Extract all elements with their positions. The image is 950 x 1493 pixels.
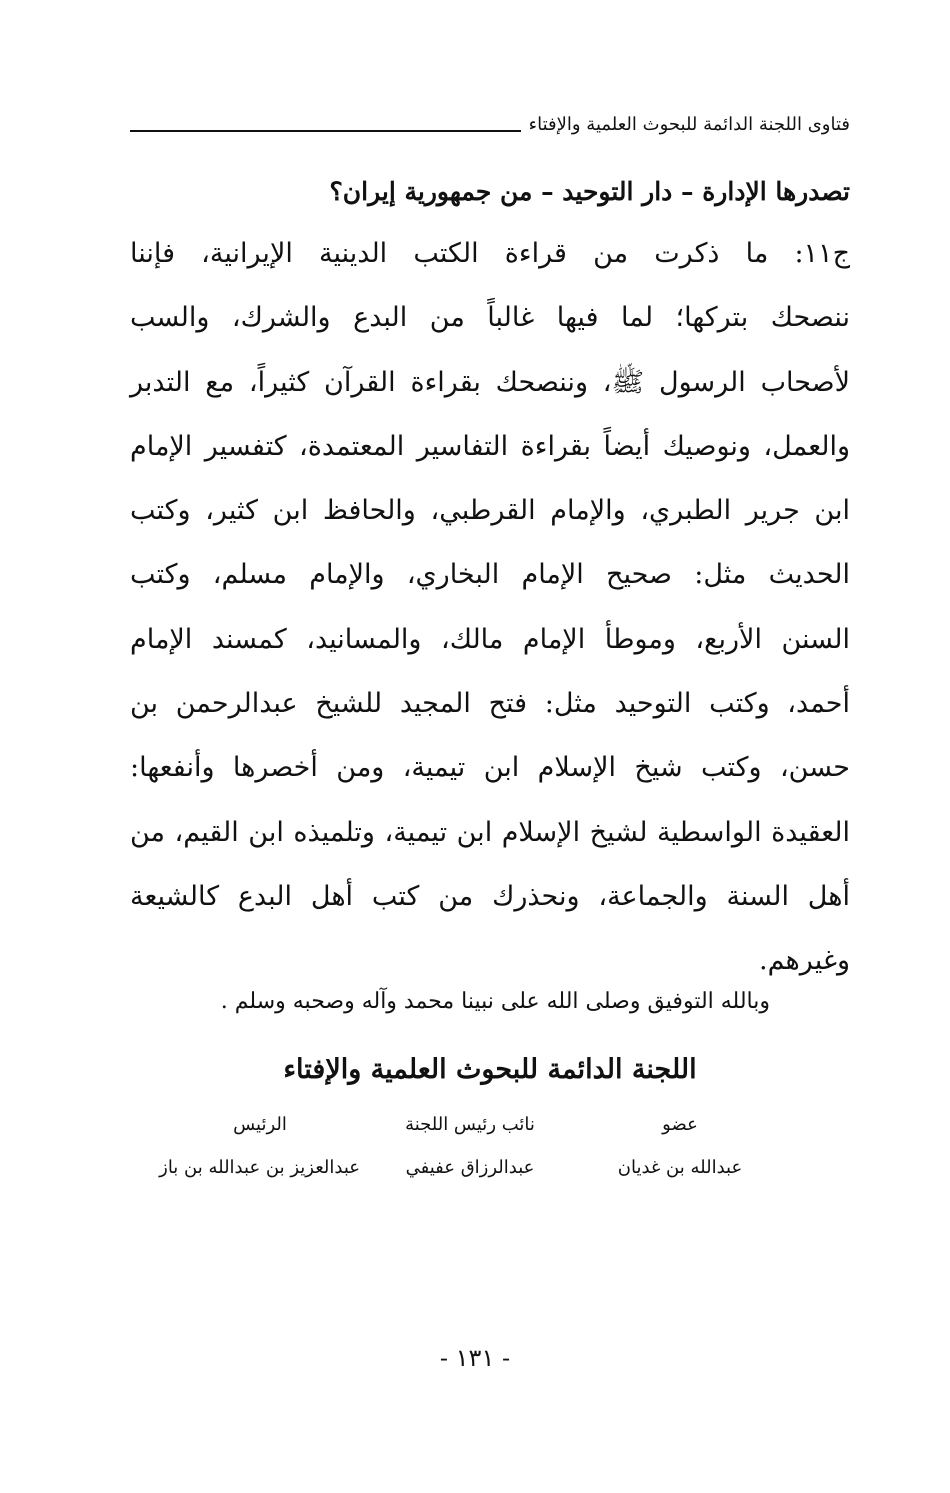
closing-prayer: وبالله التوفيق وصلى الله على نبينا محمد وآله وصحبه وسلم .: [220, 989, 770, 1014]
answer-line: السنن الأربع، وموطأ الإمام مالك، والمسانيد، كمسند الإمام: [130, 623, 850, 655]
answer-line: العقيدة الواسطية لشيخ الإسلام ابن تيمية، وتلميذه ابن القيم، من: [130, 816, 850, 848]
answer-line: حسن، وكتب شيخ الإسلام ابن تيمية، ومن أخصرها وأنفعها:: [130, 752, 850, 784]
answer-line: ج١١: ما ذكرت من قراءة الكتب الدينية الإيرانية، فإننا: [130, 238, 850, 269]
answer-line: ابن جرير الطبري، والإمام القرطبي، والحافظ ابن كثير، وكتب: [130, 495, 850, 527]
answer-line-final: وغيرهم.: [759, 945, 850, 977]
name-chairman: عبدالعزيز بن عبدالله بن باز: [159, 1157, 360, 1178]
name-vice-chairman: عبدالرزاق عفيفي: [405, 1157, 535, 1178]
answer-line: الحديث مثل: صحيح الإمام البخاري، والإمام مسلم، وكتب: [130, 559, 850, 591]
header-rule: [130, 130, 521, 132]
page-number: - ١٣١ -: [439, 1344, 511, 1372]
role-vice-chairman: نائب رئيس اللجنة: [405, 1114, 535, 1135]
name-member: عبدالله بن غديان: [617, 1157, 743, 1178]
committee-name: اللجنة الدائمة للبحوث العلمية والإفتاء: [283, 1054, 697, 1085]
answer-body: [130, 222, 850, 994]
role-chairman: الرئيس: [233, 1114, 287, 1135]
running-header: [130, 110, 850, 140]
question-heading: تصدرها الإدارة – دار التوحيد – من جمهورية إيران؟: [329, 177, 850, 206]
answer-line: أحمد، وكتب التوحيد مثل: فتح المجيد للشيخ عبدالرحمن بن: [130, 688, 850, 720]
running-header-title: فتاوى اللجنة الدائمة للبحوث العلمية والإفتاء: [528, 114, 850, 135]
answer-line: ننصحك بتركها؛ لما فيها غالباً من البدع والشرك، والسب: [130, 302, 850, 334]
answer-line: لأصحاب الرسول ﷺ، وننصحك بقراءة القرآن كثيراً، مع التدبر: [130, 366, 850, 398]
answer-line: والعمل، ونوصيك أيضاً بقراءة التفاسير المعتمدة، كتفسير الإمام: [130, 430, 851, 462]
signatory-roles: [160, 1110, 780, 1140]
signatory-names: [160, 1153, 780, 1183]
role-member: عضو: [662, 1114, 698, 1135]
answer-line: أهل السنة والجماعة، ونحذرك من كتب أهل البدع كالشيعة: [130, 880, 850, 912]
